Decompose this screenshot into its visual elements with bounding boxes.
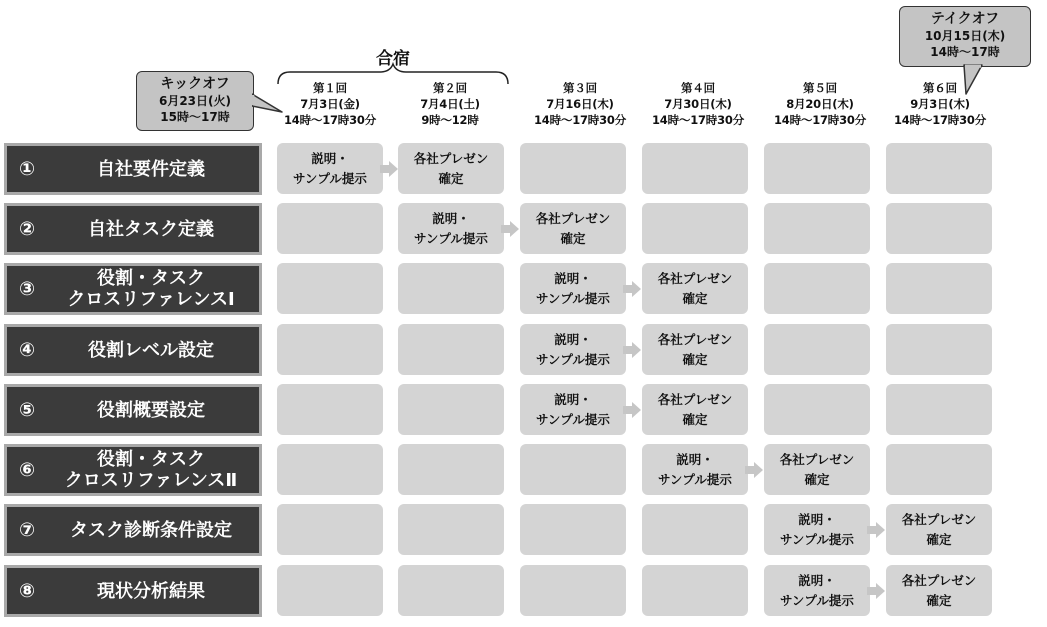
row-number: ① xyxy=(19,158,36,180)
row-title-line: タスク診断条件設定 xyxy=(70,519,232,541)
cell-empty xyxy=(398,324,504,375)
cell-empty xyxy=(764,384,870,435)
cell-explain xyxy=(764,565,870,616)
session-date: 7月16日(木) xyxy=(546,97,614,111)
cell-empty xyxy=(398,565,504,616)
cell-present xyxy=(642,324,748,375)
session-time: 14時～17時30分 xyxy=(533,113,626,127)
cell-empty xyxy=(886,263,992,314)
session-header-2 xyxy=(390,80,510,128)
cell-text-line: 説明・ xyxy=(311,150,349,166)
cell-empty xyxy=(764,263,870,314)
row-title xyxy=(51,146,251,192)
cell-text-line: 説明・ xyxy=(554,270,592,286)
cell-empty xyxy=(886,324,992,375)
session-date: 7月3日(金) xyxy=(300,97,360,111)
row-label-5 xyxy=(4,384,262,436)
cell-text-line: 各社プレゼン xyxy=(901,572,977,588)
progress-arrow-icon xyxy=(501,221,519,237)
row-title xyxy=(51,327,251,373)
cell-empty xyxy=(398,504,504,555)
cell-text-line: 確定 xyxy=(682,290,708,306)
row-label-8 xyxy=(4,565,262,617)
takeoff-callout xyxy=(899,6,1031,67)
session-header-4 xyxy=(638,80,758,128)
row-title-line: 役割概要設定 xyxy=(97,399,205,421)
row-title-line: 役割レベル設定 xyxy=(88,339,214,361)
row-title-line: 現状分析結果 xyxy=(97,580,205,602)
session-name: 第１回 xyxy=(313,81,347,95)
row-title-line: クロスリファレンスⅡ xyxy=(64,470,238,491)
row-title-line: クロスリファレンスⅠ xyxy=(67,289,235,310)
row-number: ③ xyxy=(19,278,36,300)
cell-empty xyxy=(764,143,870,194)
cell-empty xyxy=(886,444,992,495)
cell-text-line: 説明・ xyxy=(554,391,592,407)
cell-text-line: サンプル提示 xyxy=(536,351,610,367)
row-label-3 xyxy=(4,263,262,315)
cell-text-line: 説明・ xyxy=(676,451,714,467)
session-name: 第２回 xyxy=(433,81,467,95)
cell-text-line: 確定 xyxy=(926,592,952,608)
progress-arrow-icon xyxy=(867,522,885,538)
cell-empty xyxy=(764,324,870,375)
cell-text-line: 各社プレゼン xyxy=(657,391,733,407)
cell-text-line: サンプル提示 xyxy=(780,592,854,608)
row-title xyxy=(51,206,251,252)
cell-text-line: サンプル提示 xyxy=(293,170,367,186)
cell-explain xyxy=(277,143,383,194)
progress-arrow-icon xyxy=(380,161,398,177)
cell-text-line: 各社プレゼン xyxy=(901,511,977,527)
cell-text-line: 各社プレゼン xyxy=(779,451,855,467)
row-title-line: 役割・タスク xyxy=(97,268,205,289)
row-title xyxy=(51,387,251,433)
cell-text-line: 説明・ xyxy=(798,572,836,588)
session-name: 第６回 xyxy=(923,81,957,95)
row-title xyxy=(51,447,251,493)
session-date: 8月20日(木) xyxy=(786,97,854,111)
kickoff-title: キックオフ xyxy=(160,76,230,92)
session-header-1 xyxy=(270,80,390,128)
cell-text-line: サンプル提示 xyxy=(536,411,610,427)
cell-empty xyxy=(277,263,383,314)
cell-text-line: サンプル提示 xyxy=(658,471,732,487)
session-name: 第３回 xyxy=(563,81,597,95)
takeoff-date: 10月15日(木) xyxy=(924,29,1006,43)
progress-arrow-icon xyxy=(745,462,763,478)
cell-text-line: サンプル提示 xyxy=(536,290,610,306)
row-label-6 xyxy=(4,444,262,496)
session-header-3 xyxy=(520,80,640,128)
session-time: 14時～17時30分 xyxy=(773,113,866,127)
cell-empty xyxy=(277,444,383,495)
cell-empty xyxy=(277,203,383,254)
cell-text-line: 説明・ xyxy=(554,331,592,347)
row-number: ② xyxy=(19,218,36,240)
cell-text-line: サンプル提示 xyxy=(414,230,488,246)
cell-present xyxy=(642,263,748,314)
cell-explain xyxy=(764,504,870,555)
session-header-6 xyxy=(880,80,1000,128)
cell-empty xyxy=(642,143,748,194)
cell-present xyxy=(764,444,870,495)
cell-empty xyxy=(642,565,748,616)
cell-present xyxy=(886,504,992,555)
cell-text-line: 各社プレゼン xyxy=(535,210,611,226)
cell-present xyxy=(398,143,504,194)
cell-empty xyxy=(520,444,626,495)
cell-explain xyxy=(520,384,626,435)
session-date: 7月4日(土) xyxy=(420,97,480,111)
row-title xyxy=(51,266,251,312)
session-date: 7月30日(木) xyxy=(664,97,732,111)
cell-empty xyxy=(642,504,748,555)
session-date: 9月3日(木) xyxy=(910,97,970,111)
cell-text-line: 確定 xyxy=(438,170,464,186)
cell-text-line: 確定 xyxy=(682,411,708,427)
cell-text-line: 確定 xyxy=(560,230,586,246)
row-title xyxy=(51,568,251,614)
cell-text-line: 各社プレゼン xyxy=(657,331,733,347)
cell-empty xyxy=(520,565,626,616)
row-number: ⑥ xyxy=(19,459,36,481)
row-number: ④ xyxy=(19,339,36,361)
cell-empty xyxy=(398,444,504,495)
progress-arrow-icon xyxy=(623,281,641,297)
cell-present xyxy=(642,384,748,435)
session-name: 第５回 xyxy=(803,81,837,95)
row-label-4 xyxy=(4,324,262,376)
row-number: ⑤ xyxy=(19,399,36,421)
cell-explain xyxy=(642,444,748,495)
cell-present xyxy=(520,203,626,254)
kickoff-date: 6月23日(火) xyxy=(158,94,232,108)
cell-empty xyxy=(277,504,383,555)
cell-empty xyxy=(277,384,383,435)
cell-empty xyxy=(886,384,992,435)
cell-empty xyxy=(520,504,626,555)
cell-text-line: 確定 xyxy=(804,471,830,487)
cell-present xyxy=(886,565,992,616)
cell-empty xyxy=(886,203,992,254)
row-label-7 xyxy=(4,504,262,556)
cell-text-line: 確定 xyxy=(926,531,952,547)
row-number: ⑦ xyxy=(19,519,36,541)
takeoff-time: 14時～17時 xyxy=(930,45,1000,59)
cell-empty xyxy=(277,565,383,616)
progress-arrow-icon xyxy=(623,402,641,418)
takeoff-title: テイクオフ xyxy=(930,11,1000,27)
cell-explain xyxy=(520,324,626,375)
kickoff-callout xyxy=(136,71,254,131)
session-time: 14時～17時30分 xyxy=(283,113,376,127)
row-label-2 xyxy=(4,203,262,255)
row-title-line: 自社要件定義 xyxy=(97,158,205,180)
row-number: ⑧ xyxy=(19,580,36,602)
cell-text-line: サンプル提示 xyxy=(780,531,854,547)
kickoff-time: 15時～17時 xyxy=(160,110,230,124)
row-title xyxy=(51,507,251,553)
cell-empty xyxy=(886,143,992,194)
training-camp-label: 合宿 xyxy=(376,49,410,69)
progress-arrow-icon xyxy=(623,342,641,358)
cell-text-line: 確定 xyxy=(682,351,708,367)
cell-text-line: 説明・ xyxy=(798,511,836,527)
cell-explain xyxy=(520,263,626,314)
session-time: 14時～17時30分 xyxy=(651,113,744,127)
session-time: 9時～12時 xyxy=(421,113,479,127)
cell-text-line: 説明・ xyxy=(432,210,470,226)
progress-arrow-icon xyxy=(867,583,885,599)
cell-empty xyxy=(764,203,870,254)
row-title-line: 役割・タスク xyxy=(97,449,205,470)
cell-empty xyxy=(277,324,383,375)
cell-empty xyxy=(398,384,504,435)
cell-text-line: 各社プレゼン xyxy=(413,150,489,166)
cell-explain xyxy=(398,203,504,254)
row-label-1 xyxy=(4,143,262,195)
cell-empty xyxy=(398,263,504,314)
session-header-5 xyxy=(760,80,880,128)
session-name: 第４回 xyxy=(681,81,715,95)
session-time: 14時～17時30分 xyxy=(893,113,986,127)
cell-text-line: 各社プレゼン xyxy=(657,270,733,286)
cell-empty xyxy=(520,143,626,194)
row-title-line: 自社タスク定義 xyxy=(88,218,214,240)
cell-empty xyxy=(642,203,748,254)
